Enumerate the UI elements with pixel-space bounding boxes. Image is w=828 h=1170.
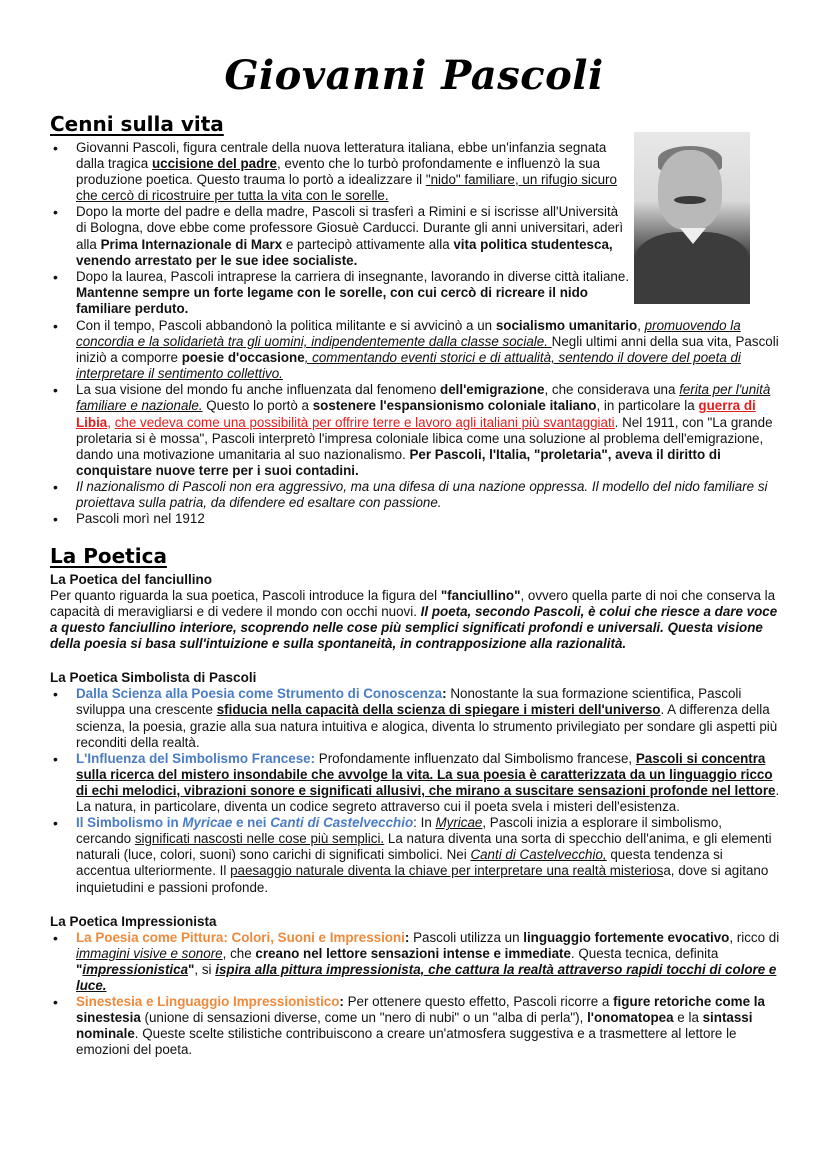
list-item: • Con il tempo, Pascoli abbandonò la politica militante e si avvicinò a un socialismo umanitario, promuovendo la concordia e la solidarietà tra gli uomini, indipendentemente dalla classe sociale. Negli ultimi anni della sua vita, Pascoli iniziò a comporre poesie d'occasione, commentando eventi storici e di attualità, sentendo il dovere del poeta di interpretare il sentimento collettivo.: [50, 318, 780, 382]
list-item: • Sinestesia e Linguaggio Impressionistico: Per ottenere questo effetto, Pascoli ricorre a figure retoriche come la sinestesia (unione di sensazioni diverse, come un "nero di nubi" o un "alba di perla"), l'onomatopea e la sintassi nominale. Queste scelte stilistiche contribuiscono a creare un'atmosfera suggestiva e a trasmettere al lettore le emozioni del poeta.: [50, 994, 780, 1058]
life-list: [50, 140, 630, 317]
list-item: • Il nazionalismo di Pascoli non era aggressivo, ma una difesa di una nazione oppressa. Il modello del nido familiare si proiettava sulla patria, da difendere ed esaltare con passione.: [50, 479, 780, 511]
list-item: • Pascoli morì nel 1912: [50, 511, 780, 527]
list-item: • Dalla Scienza alla Poesia come Strumento di Conoscenza: Nonostante la sua formazione scientifica, Pascoli sviluppa una crescente sfiducia nella capacità della scienza di spiegare i misteri dell'universo. A differenza della scienza, la poesia, grazie alla sua natura intuitiva e alogica, diventa lo strumento privilegiato per sondare gli aspetti più reconditi della realtà.: [50, 686, 780, 750]
subheading-fanciullino: La Poetica del fanciullino: [50, 572, 213, 587]
list-item: • Il Simbolismo in Myricae e nei Canti di Castelvecchio: In Myricae, Pascoli inizia a esplorare il simbolismo, cercando significati nascosti nelle cose più semplici. La natura diventa una sorta di specchio dell'anima, e gli elementi naturali (luce, colori, suoni) sono carichi di significati simbolici. Nei Canti di Castelvecchio, questa tendenza si accentua ulteriormente. Il paesaggio naturale diventa la chiave per interpretare una realtà misteriosa, dove si agitano inquietudini e passioni profonde.: [50, 815, 780, 895]
subheading-symbolist: La Poetica Simbolista di Pascoli: [50, 670, 257, 686]
list-item: • Dopo la laurea, Pascoli intraprese la carriera di insegnante, lavorando in diverse città italiane. Mantenne sempre un forte legame con le sorelle, con cui cercò di ricreare il nido familiare perduto.: [50, 269, 630, 317]
impressionist-list: [50, 930, 780, 1059]
section-heading-life: Cenni sulla vita: [50, 112, 224, 136]
list-item: • Dopo la morte del padre e della madre, Pascoli si trasferì a Rimini e si iscrisse all'Università di Bologna, dove ebbe come professore Giosuè Carducci. Durante gli anni universitari, aderì alla Prima Internazionale di Marx e partecipò attivamente alla vita politica studentesca, venendo arrestato per le sue idee socialiste.: [50, 204, 630, 268]
list-item: • La Poesia come Pittura: Colori, Suoni e Impressioni: Pascoli utilizza un linguaggio fortemente evocativo, ricco di immagini visive e sonore, che creano nel lettore sensazioni intense e immediate. Questa tecnica, definita "impressionistica", si ispira alla pittura impressionista, che cattura la realtà attraverso rapidi tocchi di colore e luce.: [50, 930, 780, 994]
life-list-continued: [50, 318, 780, 527]
section-heading-poetics: La Poetica: [50, 544, 167, 568]
subheading-impressionist: La Poetica Impressionista: [50, 913, 217, 929]
list-item: • La sua visione del mondo fu anche influenzata dal fenomeno dell'emigrazione, che considerava una ferita per l'unità familiare e nazionale. Questo lo portò a sostenere l'espansionismo coloniale italiano, in particolare la guerra di Libia, che vedeva come una possibilità per offrire terre e lavoro agli italiani più svantaggiati. Nel 1911, con "La grande proletaria si è mossa", Pascoli interpretò l'impresa coloniale libica come una soluzione al problema dell'emigrazione, dando una motivazione umanitaria al suo nazionalismo. Per Pascoli, l'Italia, "proletaria", aveva il diritto di conquistare nuove terre per i suoi contadini.: [50, 382, 780, 479]
portrait-photo: [634, 132, 750, 304]
fanciullino-paragraph: Per quanto riguarda la sua poetica, Pascoli introduce la figura del "fanciullino", ovvero quella parte di noi che conserva la capacità di meravigliarsi e di vedere il mondo con occhi nuovi. Il poeta, secondo Pascoli, è colui che riesce a dare voce a questo fanciullino interiore, scoprendo nelle cose più semplici significati profondi e universali. Questa visione della poesia si basa sull'intuizione e sulla spontaneità, in contrapposizione alla razionalità.: [50, 588, 778, 652]
list-item: • L'Influenza del Simbolismo Francese: Profondamente influenzato dal Simbolismo francese, Pascoli si concentra sulla ricerca del mistero insondabile che avvolge la vita. La sua poesia è caratterizzata da un linguaggio ricco di echi melodici, vibrazioni sonore e significati allusivi, che mirano a suscitare sensazioni profonde nel lettore. La natura, in particolare, diventa un codice segreto attraverso cui il poeta svela i misteri dell'esistenza.: [50, 751, 780, 815]
poetics-body: [50, 572, 780, 1058]
list-item: • Giovanni Pascoli, figura centrale della nuova letteratura italiana, ebbe un'infanzia segnata dalla tragica uccisione del padre, evento che lo turbò profondamente e influenzò la sua produzione poetica. Questo trauma lo portò a idealizzare il "nido" familiare, un rifugio sicuro che cercò di ricostruire per tutta la vita con le sorelle.: [50, 140, 630, 204]
page-title: Giovanni Pascoli: [224, 52, 604, 99]
symbolist-list: [50, 686, 780, 895]
